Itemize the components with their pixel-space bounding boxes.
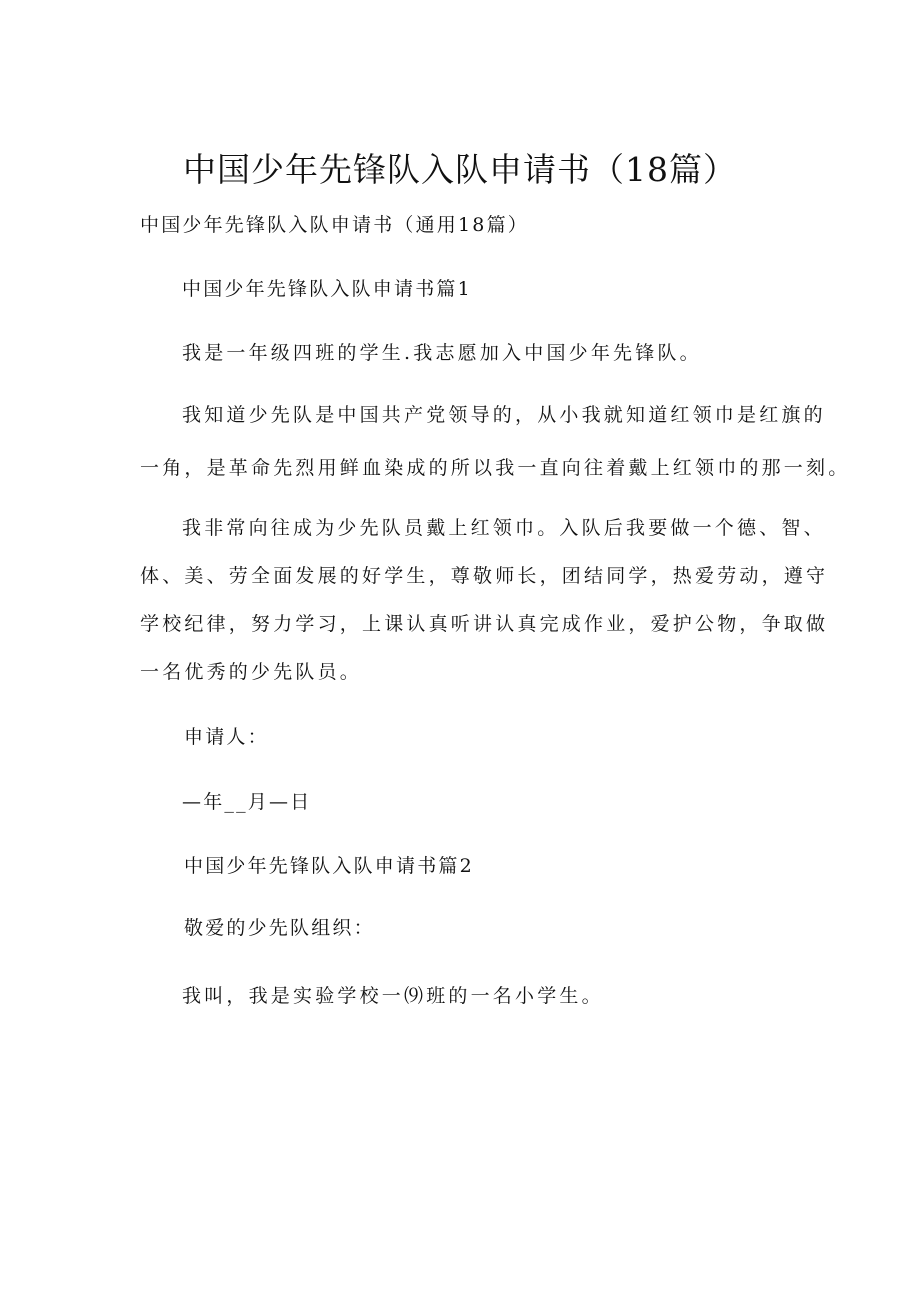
- applicant-label: 申请人：: [184, 726, 269, 748]
- section2-heading: 中国少年先锋队入队申请书篇2: [184, 855, 474, 877]
- section1-paragraph-1: 我是一年级四班的学生.我志愿加入中国少年先锋队。: [182, 342, 702, 364]
- section2-greeting: 敬爱的少先队组织：: [184, 917, 375, 939]
- document-subtitle: 中国少年先锋队入队申请书（通用18篇）: [140, 214, 529, 236]
- section2-paragraph-1: 我叫，我是实验学校一⑼班的一名小学生。: [182, 985, 604, 1007]
- document-title: 中国少年先锋队入队申请书（18篇）: [183, 150, 737, 189]
- section1-paragraph-3-line-2: 体、美、劳全面发展的好学生，尊敬师长，团结同学，热爱劳动，遵守: [140, 565, 829, 587]
- section1-heading: 中国少年先锋队入队申请书篇1: [182, 278, 472, 300]
- section1-paragraph-2-line-2: 一角，是革命先烈用鲜血染成的所以我一直向往着戴上红领巾的那一刻。: [140, 457, 851, 479]
- section1-paragraph-3-line-1: 我非常向往成为少先队员戴上红领巾。入队后我要做一个德、智、: [182, 517, 826, 539]
- date-line: —年__月—日: [182, 791, 312, 813]
- section1-paragraph-3-line-3: 学校纪律，努力学习，上课认真听讲认真完成作业，爱护公物，争取做: [140, 613, 829, 635]
- section1-paragraph-2-line-1: 我知道少先队是中国共产党领导的，从小我就知道红领巾是红旗的: [182, 404, 826, 426]
- section1-paragraph-3-line-4: 一名优秀的少先队员。: [140, 661, 363, 683]
